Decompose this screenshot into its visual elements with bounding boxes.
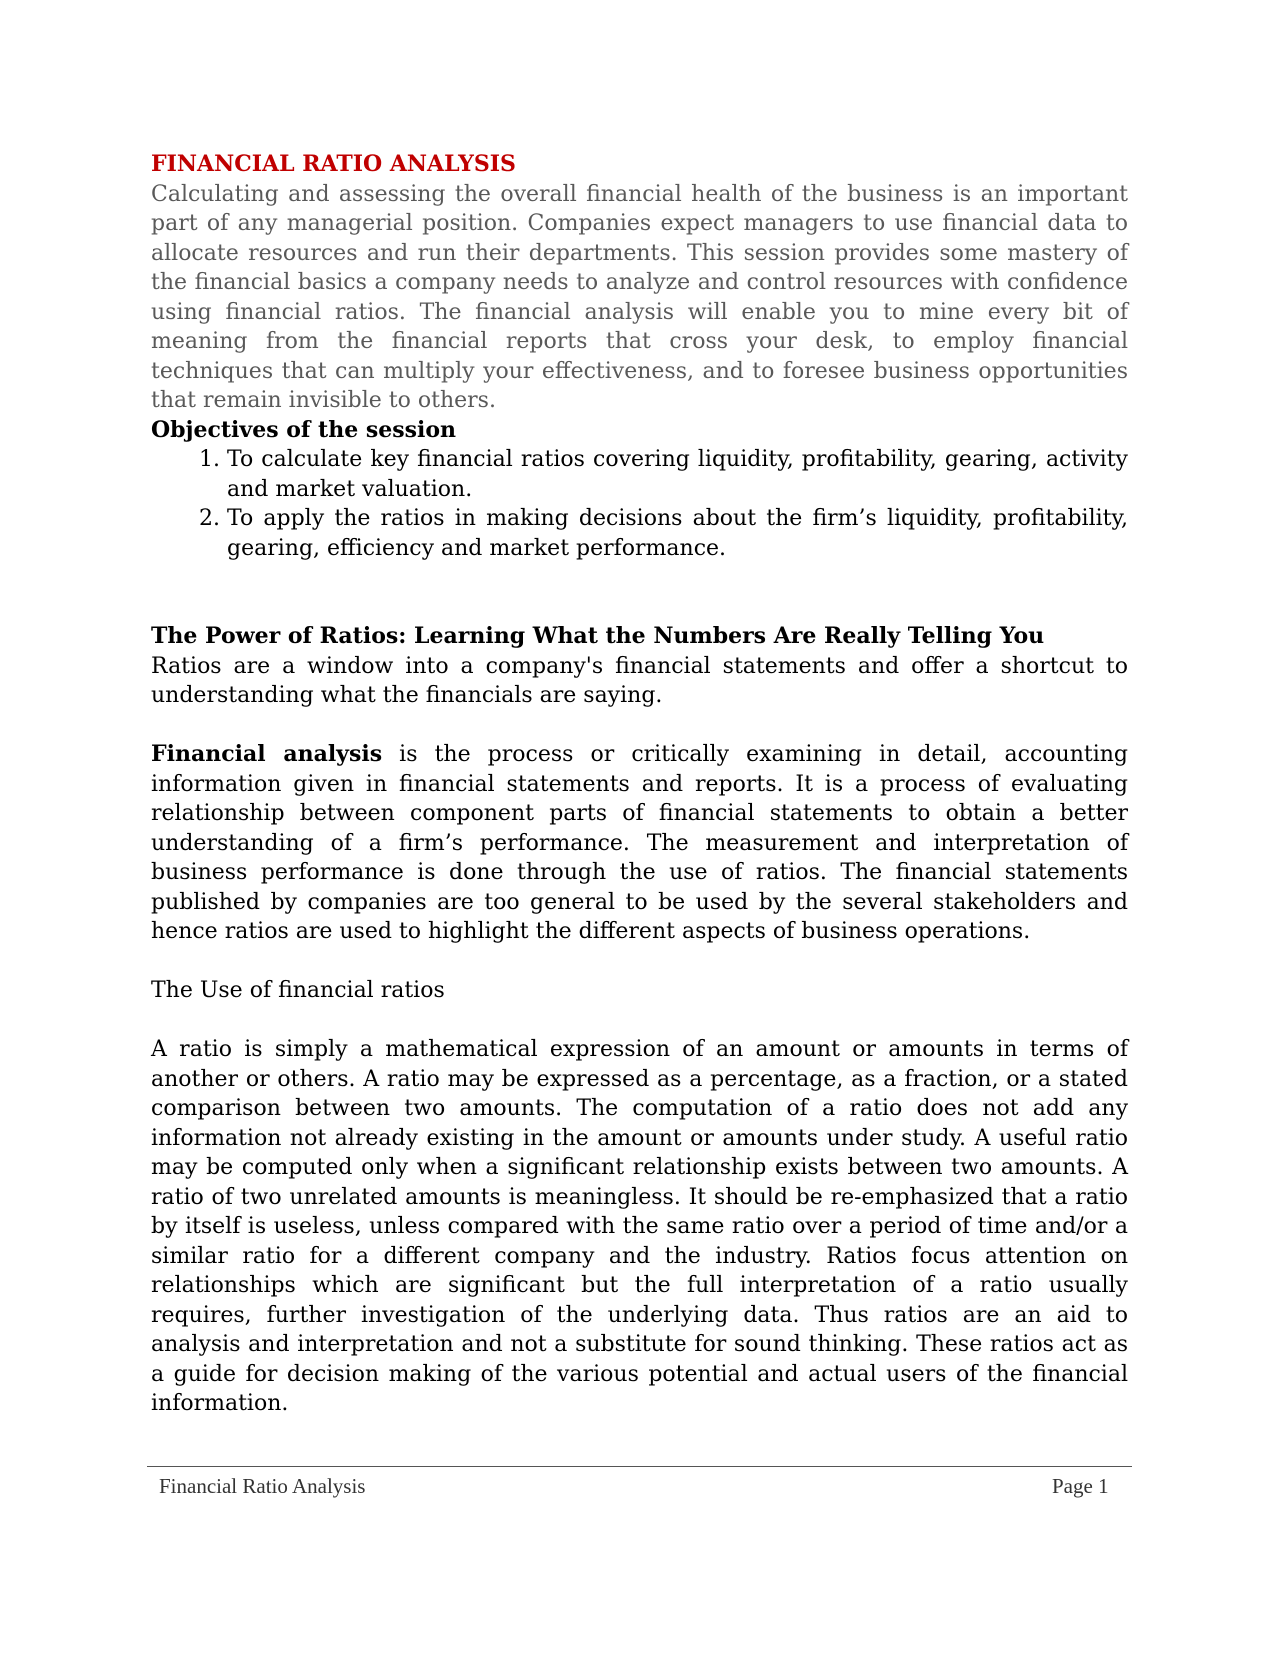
page-content	[151, 150, 1128, 1419]
financial-analysis-paragraph	[151, 740, 1128, 947]
spacer	[151, 947, 1128, 977]
power-of-ratios-heading: The Power of Ratios: Learning What the Numbers Are Really Telling You	[151, 623, 1045, 649]
objectives-heading: Objectives of the session	[151, 416, 457, 443]
financial-analysis-term: Financial analysis	[151, 741, 383, 767]
ratio-definition-paragraph: A ratio is simply a mathematical expression of an amount or amounts in terms of another or others. A ratio may be expressed as a percentage, as a fraction, or a stated comparison between two amounts. The computation of a ratio does not add any information not already existing in the amount or amounts under study. A useful ratio may be computed only when a significant relationship exists between two amounts. A ratio of two unrelated amounts is meaningless. It should be re-emphasized that a ratio by itself is useless, unless compared with the same ratio over a period of time and/or a similar ratio for a different company and the industry. Ratios focus attention on relationships which are significant but the full interpretation of a ratio usually requires, further investigation of the underlying data. Thus ratios are an aid to analysis and interpretation and not a substitute for sound thinking. These ratios act as a guide for decision making of the various potential and actual users of the financial information.	[151, 1037, 1128, 1416]
financial-analysis-definition: is the process or critically examining in detail, accounting information given in financial statements and reports. It is a process of evaluating relationship between component parts of financial statements to obtain a better understanding of a firm’s performance. The measurement and interpretation of business performance is done through the use of ratios. The financial statements published by companies are too general to be used by the several stakeholders and hence ratios are used to highlight the different aspects of business operations.	[151, 742, 1128, 944]
footer-page-number: Page 1	[1052, 1474, 1109, 1498]
use-of-ratios-heading: The Use of financial ratios	[151, 978, 445, 1003]
spacer	[151, 1006, 1128, 1036]
objective-item: 1. To calculate key financial ratios covering liquidity, profitability, gearing, activity and market valuation.	[227, 445, 1128, 504]
power-of-ratios-paragraph: Ratios are a window into a company's financial statements and offer a shortcut to understanding what the financials are saying.	[151, 653, 1128, 708]
objective-item: 2. To apply the ratios in making decisions about the firm’s liquidity, profitability, gearing, efficiency and market performance.	[227, 504, 1128, 563]
footer-title: Financial Ratio Analysis	[159, 1474, 366, 1498]
footer-divider	[147, 1466, 1132, 1467]
spacer	[151, 711, 1128, 741]
objectives-list	[151, 445, 1128, 563]
intro-paragraph: Calculating and assessing the overall financial health of the business is an important part of any managerial position. Companies expect managers to use financial data to allocate resources and run their departments. This session provides some mastery of the financial basics a company needs to analyze and control resources with confidence using financial ratios. The financial analysis will enable you to mine every bit of meaning from the financial reports that cross your desk, to employ financial techniques that can multiply your effectiveness, and to foresee business opportunities that remain invisible to others.	[151, 181, 1128, 413]
spacer	[151, 563, 1128, 622]
document-title: FINANCIAL RATIO ANALYSIS	[151, 151, 516, 177]
